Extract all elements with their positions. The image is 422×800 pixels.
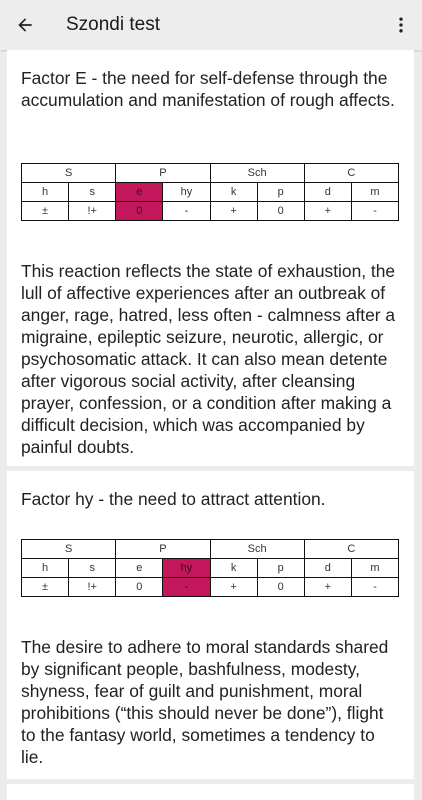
factor-row bbox=[22, 559, 399, 578]
value-cell-highlighted: 0 bbox=[116, 202, 163, 221]
value-cell: 0 bbox=[257, 578, 304, 597]
factor-card bbox=[7, 50, 414, 466]
group-cell: S bbox=[22, 164, 116, 183]
group-cell: Sch bbox=[210, 164, 304, 183]
factor-row bbox=[22, 183, 399, 202]
factor-cell-highlighted: e bbox=[116, 183, 163, 202]
value-cell: + bbox=[304, 202, 351, 221]
value-cell: - bbox=[163, 202, 210, 221]
value-cell: + bbox=[304, 578, 351, 597]
value-cell: + bbox=[210, 578, 257, 597]
factor-table bbox=[21, 163, 399, 221]
page-title: Szondi test bbox=[66, 14, 160, 35]
factor-cell: m bbox=[351, 559, 398, 578]
factor-cell: p bbox=[257, 559, 304, 578]
factor-table bbox=[21, 539, 399, 597]
arrow-back-icon bbox=[15, 15, 35, 35]
group-cell: P bbox=[116, 540, 210, 559]
factor-description: This reaction reflects the state of exhaustion, the lull of affective experiences after an outbreak of anger, rage, hatred, less often - calmness after a migraine, epileptic seizure, neurotic, allergic, or psychosomatic attack. It can also mean detente after vigorous social activity, after cleansing prayer, confession, or a condition after making a difficult decision, which was accompanied by painful doubts. bbox=[21, 261, 396, 457]
group-cell: C bbox=[304, 164, 398, 183]
factor-title: Factor hy - the need to attract attention. bbox=[21, 489, 326, 509]
value-cell: !+ bbox=[69, 202, 116, 221]
content-scroll[interactable] bbox=[0, 50, 422, 800]
value-cell: ± bbox=[22, 202, 69, 221]
factor-cell: h bbox=[22, 559, 69, 578]
more-vert-icon bbox=[391, 15, 411, 35]
value-cell: - bbox=[351, 578, 398, 597]
value-cell-highlighted: - bbox=[163, 578, 210, 597]
factor-cell: h bbox=[22, 183, 69, 202]
group-row bbox=[22, 540, 399, 559]
overflow-menu-button[interactable] bbox=[380, 0, 422, 50]
app-bar bbox=[0, 0, 422, 50]
value-cell: 0 bbox=[257, 202, 304, 221]
factor-cell: p bbox=[257, 183, 304, 202]
factor-card-next bbox=[7, 784, 414, 800]
factor-cell: d bbox=[304, 559, 351, 578]
factor-cell: hy bbox=[163, 183, 210, 202]
group-row bbox=[22, 164, 399, 183]
back-button[interactable] bbox=[0, 0, 50, 50]
value-cell: 0 bbox=[116, 578, 163, 597]
group-cell: Sch bbox=[210, 540, 304, 559]
value-cell: !+ bbox=[69, 578, 116, 597]
factor-cell: e bbox=[116, 559, 163, 578]
value-cell: - bbox=[351, 202, 398, 221]
value-cell: + bbox=[210, 202, 257, 221]
value-row bbox=[22, 202, 399, 221]
factor-cell: k bbox=[210, 183, 257, 202]
group-cell: C bbox=[304, 540, 398, 559]
factor-cell: s bbox=[69, 183, 116, 202]
factor-title: Factor E - the need for self-defense through the accumulation and manifestation of rough affects. bbox=[21, 68, 395, 110]
factor-cell-highlighted: hy bbox=[163, 559, 210, 578]
group-cell: S bbox=[22, 540, 116, 559]
factor-cell: m bbox=[351, 183, 398, 202]
factor-cell: d bbox=[304, 183, 351, 202]
value-cell: ± bbox=[22, 578, 69, 597]
value-row bbox=[22, 578, 399, 597]
factor-cell: k bbox=[210, 559, 257, 578]
factor-card bbox=[7, 471, 414, 779]
factor-cell: s bbox=[69, 559, 116, 578]
factor-description: The desire to adhere to moral standards shared by significant people, bashfulness, modesty, shyness, fear of guilt and punishment, moral prohibitions (“this should never be done”), flight to the fantasy world, sometimes a tendency to lie. bbox=[21, 637, 389, 767]
group-cell: P bbox=[116, 164, 210, 183]
